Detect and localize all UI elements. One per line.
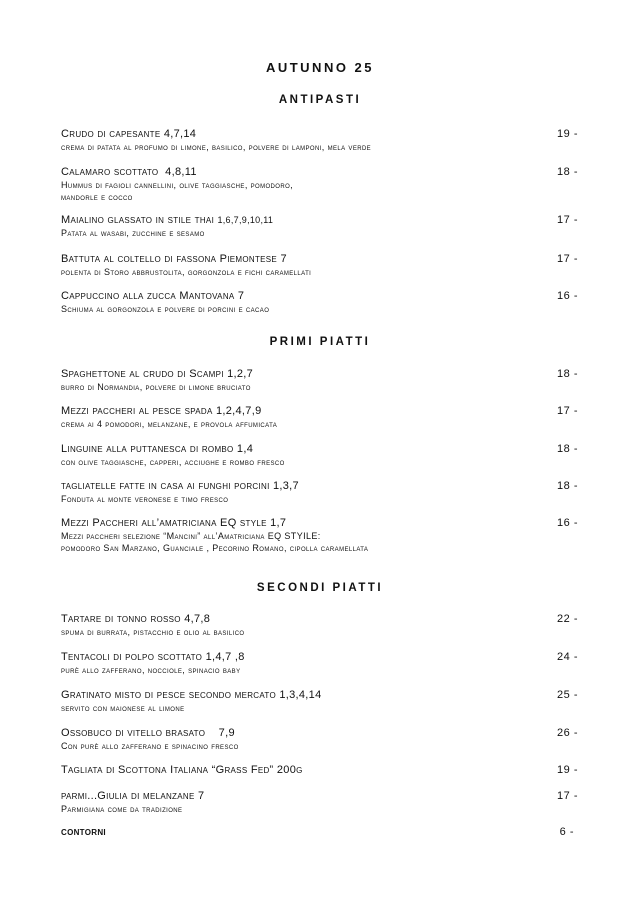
item-description: Parmigiana come da tradizione [61,804,183,814]
item-allergens: 4,7,14 [163,128,197,140]
menu-item [61,764,581,777]
item-price: 17 - [557,214,578,226]
item-name: Cappuccino alla zucca Mantovana 7 [61,290,245,302]
item-allergens: 7,9 [218,727,235,739]
item-name: Tartare di tonno rosso 4,7,8 [61,613,211,625]
item-description: Mezzi paccheri selezione “Mancini” all’Amatriciana EQ STYILE: [61,531,321,541]
section-title-primi: PRIMI PIATTI [269,336,371,348]
menu-item [61,443,581,468]
item-name: Gratinato misto di pesce secondo mercato 1,3,4,14 [61,689,322,701]
item-price: 25 - [557,689,578,701]
item-name: parmi...Giulia di melanzane 7 [61,790,205,802]
item-description: crema ai 4 pomodori, melanzane, e provola affumicata [61,419,278,429]
menu-item-contorni [61,826,581,839]
item-description: spuma di burrata, pistacchio e olio al basilico [61,627,245,637]
item-description: Hummus di fagioli cannellini, olive taggiasche, pomodoro, [61,180,294,190]
item-description: Con purè allo zafferano e spinacino fresco [61,741,239,751]
item-description: servito con maionese al limone [61,703,185,713]
item-description: Schiuma al gorgonzola e polvere di porcini e cacao [61,304,270,314]
item-allergens: 7 [280,253,287,265]
section-title-secondi: SECONDI PIATTI [256,582,384,594]
item-name: Crudo di capesante 4,7,14 [61,128,197,140]
item-price: 18 - [557,368,578,380]
item-description: Patata al wasabi, zucchine e sesamo [61,228,205,238]
item-name: Tagliata di Scottona Italiana “Grass Fed” 200g [61,764,303,776]
item-name: Maialino glassato in stile thai 1,6,7,9,10,11 [61,214,274,226]
menu-item [61,368,581,393]
item-name: Mezzi Paccheri all’amatriciana EQ style 1,7 [61,517,287,529]
menu-item [61,128,581,153]
item-price: 18 - [557,443,578,455]
item-price: 16 - [557,517,578,529]
item-description: crema di patata al profumo di limone, basilico, polvere di lamponi, mela verde [61,142,372,152]
menu-item [61,727,581,752]
item-allergens: 1,2,7 [227,368,254,380]
item-price: 24 - [557,651,578,663]
menu-item [61,613,581,638]
item-allergens: 1,4,7 ,8 [205,651,245,663]
item-name: Spaghettone al crudo di Scampi 1,2,7 [61,368,254,380]
menu-item [61,689,581,714]
menu-item [61,517,581,554]
item-price: 17 - [557,790,578,802]
item-price: 17 - [557,405,578,417]
menu-item [61,405,581,430]
item-name: tagliatelle fatte in casa ai funghi porcini 1,3,7 [61,480,299,492]
item-description: mandorle e cocco [61,192,133,202]
item-allergens: 4,7,8 [184,613,211,625]
item-description: polenta di Storo abbrustolita, gorgonzola e fichi caramellati [61,267,312,277]
item-description: pomodoro San Marzano, Guanciale , Pecorino Romano, cipolla caramellata [61,543,369,553]
menu-item [61,166,581,203]
item-price: 26 - [557,727,578,739]
item-name: Calamaro scottato 4,8,11 [61,166,197,178]
item-allergens: 7 [237,290,245,302]
item-name: contorni [61,826,106,838]
item-price: 18 - [557,166,578,178]
item-price: 19 - [557,128,578,140]
item-allergens: 1,7 [270,517,287,529]
item-allergens: 4,8,11 [165,166,197,178]
item-name: Tentacoli di polpo scottato 1,4,7 ,8 [61,651,245,663]
item-name: Linguine alla puttanesca di rombo 1,4 [61,443,254,455]
item-allergens: 1,3,7 [272,480,299,492]
menu-item [61,651,581,676]
item-price: 6 - [559,826,574,838]
menu-title: AUTUNNO 25 [265,60,375,75]
menu-item [61,480,581,505]
item-description: Fonduta al monte veronese e timo fresco [61,494,229,504]
item-price: 19 - [557,764,578,776]
item-allergens: 1,4 [236,443,254,455]
item-price: 22 - [557,613,578,625]
item-price: 18 - [557,480,578,492]
item-allergens: 1,3,4,14 [279,689,322,701]
menu-item [61,253,581,278]
item-description: purè allo zafferano, nocciole, spinacio baby [61,665,241,675]
item-name: Ossobuco di vitello brasato 7,9 [61,727,235,739]
item-name: Mezzi paccheri al pesce spada 1,2,4,7,9 [61,405,262,417]
menu-item [61,790,581,815]
item-allergens: 7 [197,790,205,802]
item-price: 17 - [557,253,578,265]
item-allergens: 1,6,7,9,10,11 [217,215,274,225]
item-description: con olive taggiasche, capperi, acciughe e rombo fresco [61,457,285,467]
menu-item [61,214,581,239]
item-price: 16 - [557,290,578,302]
item-allergens: 1,2,4,7,9 [215,405,262,417]
menu-item [61,290,581,315]
item-description: burro di Normandia, polvere di limone bruciato [61,382,251,392]
item-name: Battuta al coltello di fassona Piemontese 7 [61,253,287,265]
section-title-antipasti: ANTIPASTI [278,94,362,106]
